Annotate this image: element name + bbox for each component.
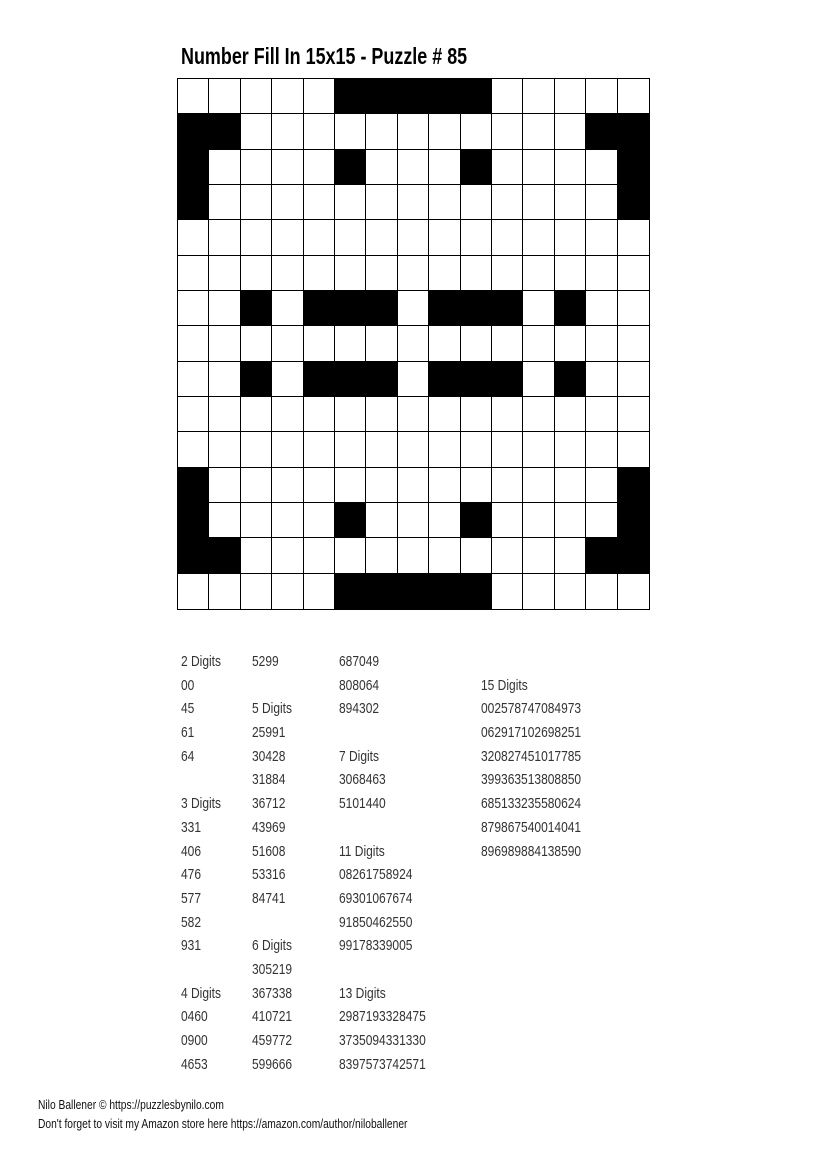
word-list-entry: 3735094331330 (339, 1032, 426, 1049)
grid-cell[interactable] (272, 432, 303, 467)
grid-cell[interactable] (366, 220, 397, 255)
word-list-entry: 4653 (181, 1055, 208, 1073)
word-list-column-2 (252, 650, 302, 1076)
grid-cell[interactable] (492, 150, 523, 185)
grid-cell[interactable] (272, 326, 303, 361)
black-cell (366, 79, 397, 114)
word-list-entry: 331 (181, 818, 202, 836)
black-cell (366, 574, 397, 609)
grid-cell[interactable] (492, 220, 523, 255)
grid-cell[interactable] (335, 326, 366, 361)
footer-amazon-note: Don't forget to visit my Amazon store here https://amazon.com/author/niloballener (38, 1117, 408, 1131)
word-list-entry: 53316 (252, 866, 286, 884)
grid-cell[interactable] (335, 114, 366, 149)
word-list-entry: 476 (181, 866, 202, 884)
grid-cell[interactable] (555, 150, 586, 185)
grid-cell[interactable] (586, 326, 617, 361)
black-cell (461, 150, 492, 185)
word-list-entry: 84741 (252, 889, 286, 907)
black-cell (366, 291, 397, 326)
grid-cell[interactable] (618, 432, 649, 467)
grid-cell[interactable] (304, 432, 335, 467)
grid-cell[interactable] (241, 326, 272, 361)
grid-cell[interactable] (272, 185, 303, 220)
black-cell (492, 362, 523, 397)
word-list-entry (252, 674, 292, 698)
grid-cell[interactable] (335, 220, 366, 255)
black-cell (618, 114, 649, 149)
grid-cell[interactable] (398, 397, 429, 432)
grid-cell[interactable] (366, 185, 397, 220)
word-list-heading: 15 Digits (481, 676, 528, 694)
black-cell (335, 362, 366, 397)
grid-cell[interactable] (461, 185, 492, 220)
grid-cell[interactable] (272, 150, 303, 185)
grid-cell[interactable] (366, 326, 397, 361)
word-list-entry (181, 958, 221, 982)
grid-cell[interactable] (335, 538, 366, 573)
grid-cell[interactable] (366, 538, 397, 573)
grid-cell[interactable] (461, 114, 492, 149)
grid-cell[interactable] (555, 256, 586, 291)
black-cell (586, 538, 617, 573)
word-list-entry: 367338 (252, 984, 293, 1002)
grid-cell[interactable] (618, 397, 649, 432)
grid-cell[interactable] (429, 538, 460, 573)
word-list-entry: 305219 (252, 960, 293, 978)
grid-cell[interactable] (429, 468, 460, 503)
grid-cell[interactable] (523, 468, 554, 503)
grid-cell[interactable] (461, 468, 492, 503)
grid-cell[interactable] (304, 79, 335, 114)
grid-cell[interactable] (523, 114, 554, 149)
grid-cell[interactable] (461, 256, 492, 291)
grid-cell[interactable] (492, 538, 523, 573)
grid-cell[interactable] (555, 574, 586, 609)
puzzle-title: Number Fill In 15x15 - Puzzle # 85 (181, 43, 468, 69)
puzzle-grid (177, 78, 650, 610)
word-list-entry: 8397573742571 (339, 1055, 426, 1073)
grid-cell[interactable] (241, 114, 272, 149)
word-list-column-4 (481, 650, 606, 863)
black-cell (178, 185, 209, 220)
word-list-entry: 25991 (252, 724, 286, 742)
grid-cell[interactable] (523, 432, 554, 467)
word-list-entry (181, 768, 221, 792)
grid-cell[interactable] (523, 538, 554, 573)
grid-cell[interactable] (523, 256, 554, 291)
grid-cell[interactable] (429, 185, 460, 220)
grid-cell[interactable] (241, 503, 272, 538)
word-list-entry: 45 (181, 700, 195, 718)
word-list-entry (339, 816, 426, 840)
black-cell (618, 468, 649, 503)
grid-cell[interactable] (398, 291, 429, 326)
grid-cell[interactable] (335, 256, 366, 291)
word-list-entry: 931 (181, 937, 202, 955)
grid-cell[interactable] (398, 220, 429, 255)
grid-cell[interactable] (586, 397, 617, 432)
word-list-entry: 406 (181, 842, 202, 860)
black-cell (461, 291, 492, 326)
grid-cell[interactable] (272, 79, 303, 114)
grid-cell[interactable] (366, 468, 397, 503)
word-list-entry: 320827451017785 (481, 747, 582, 765)
grid-cell[interactable] (429, 503, 460, 538)
grid-cell[interactable] (209, 185, 240, 220)
grid-cell[interactable] (209, 256, 240, 291)
grid-cell[interactable] (555, 220, 586, 255)
word-list-entry: 30428 (252, 747, 286, 765)
grid-cell[interactable] (366, 150, 397, 185)
grid-cell[interactable] (209, 503, 240, 538)
grid-cell[interactable] (304, 150, 335, 185)
word-list-heading: 7 Digits (339, 747, 380, 765)
grid-cell[interactable] (241, 432, 272, 467)
grid-cell[interactable] (209, 291, 240, 326)
grid-cell[interactable] (429, 256, 460, 291)
grid-cell[interactable] (209, 397, 240, 432)
black-cell (429, 362, 460, 397)
grid-cell[interactable] (492, 185, 523, 220)
black-cell (178, 114, 209, 149)
grid-cell[interactable] (586, 362, 617, 397)
grid-cell[interactable] (178, 79, 209, 114)
grid-cell[interactable] (398, 326, 429, 361)
grid-cell[interactable] (272, 538, 303, 573)
word-list-entry: 896989884138590 (481, 842, 582, 860)
grid-cell[interactable] (398, 468, 429, 503)
black-cell (178, 503, 209, 538)
black-cell (618, 185, 649, 220)
grid-cell[interactable] (586, 185, 617, 220)
grid-cell[interactable] (335, 397, 366, 432)
grid-cell[interactable] (241, 256, 272, 291)
word-list-entry: 577 (181, 889, 202, 907)
word-list-entry (339, 721, 426, 745)
grid-cell[interactable] (241, 397, 272, 432)
grid-cell[interactable] (272, 574, 303, 609)
word-list-entry (339, 958, 426, 982)
grid-cell[interactable] (618, 220, 649, 255)
grid-cell[interactable] (461, 220, 492, 255)
word-list-heading: 3 Digits (181, 795, 222, 813)
word-list-heading: 4 Digits (181, 984, 222, 1002)
grid-cell[interactable] (398, 503, 429, 538)
grid-cell[interactable] (523, 220, 554, 255)
black-cell (241, 291, 272, 326)
grid-cell[interactable] (555, 326, 586, 361)
grid-cell[interactable] (304, 538, 335, 573)
grid-cell[interactable] (429, 432, 460, 467)
word-list-heading: 2 Digits (181, 653, 222, 670)
word-list-entry: 002578747084973 (481, 700, 582, 718)
grid-cell[interactable] (366, 503, 397, 538)
grid-cell[interactable] (304, 468, 335, 503)
word-list-entry (481, 650, 581, 674)
grid-cell[interactable] (209, 432, 240, 467)
grid-cell[interactable] (555, 397, 586, 432)
grid-cell[interactable] (304, 574, 335, 609)
grid-cell[interactable] (366, 397, 397, 432)
grid-cell[interactable] (523, 79, 554, 114)
grid-cell[interactable] (335, 432, 366, 467)
word-list-entry: 43969 (252, 818, 286, 836)
word-list-entry: 0460 (181, 1008, 208, 1026)
black-cell (398, 574, 429, 609)
grid-cell[interactable] (429, 220, 460, 255)
word-list-entry: 08261758924 (339, 866, 413, 884)
grid-cell[interactable] (398, 114, 429, 149)
grid-cell[interactable] (241, 220, 272, 255)
word-list-entry: 69301067674 (339, 889, 413, 907)
grid-cell[interactable] (178, 220, 209, 255)
black-cell (429, 574, 460, 609)
grid-cell[interactable] (398, 150, 429, 185)
grid-cell[interactable] (429, 150, 460, 185)
word-list-entry: 2987193328475 (339, 1008, 426, 1026)
grid-cell[interactable] (555, 79, 586, 114)
word-list-entry: 31884 (252, 771, 286, 789)
grid-cell[interactable] (492, 114, 523, 149)
word-list-entry: 0900 (181, 1032, 208, 1049)
grid-cell[interactable] (209, 150, 240, 185)
black-cell (178, 468, 209, 503)
grid-cell[interactable] (178, 326, 209, 361)
word-list-entry: 99178339005 (339, 937, 413, 955)
black-cell (586, 114, 617, 149)
black-cell (398, 79, 429, 114)
grid-cell[interactable] (618, 291, 649, 326)
grid-cell[interactable] (461, 397, 492, 432)
grid-cell[interactable] (209, 468, 240, 503)
grid-cell[interactable] (492, 397, 523, 432)
grid-cell[interactable] (272, 397, 303, 432)
grid-cell[interactable] (523, 326, 554, 361)
grid-cell[interactable] (586, 432, 617, 467)
grid-cell[interactable] (335, 185, 366, 220)
grid-cell[interactable] (304, 503, 335, 538)
word-list-entry: 61 (181, 724, 195, 742)
black-cell (335, 574, 366, 609)
word-list-entry: 399363513808850 (481, 771, 582, 789)
grid-cell[interactable] (241, 468, 272, 503)
grid-cell[interactable] (429, 397, 460, 432)
black-cell (178, 150, 209, 185)
black-cell (429, 79, 460, 114)
grid-cell[interactable] (178, 432, 209, 467)
grid-cell[interactable] (523, 150, 554, 185)
black-cell (335, 503, 366, 538)
grid-cell[interactable] (398, 256, 429, 291)
black-cell (618, 538, 649, 573)
grid-cell[interactable] (555, 114, 586, 149)
black-cell (429, 291, 460, 326)
grid-cell[interactable] (398, 538, 429, 573)
grid-cell[interactable] (241, 150, 272, 185)
grid-cell[interactable] (209, 574, 240, 609)
word-list-entry: 36712 (252, 795, 286, 813)
grid-cell[interactable] (618, 79, 649, 114)
grid-cell[interactable] (272, 468, 303, 503)
grid-cell[interactable] (586, 220, 617, 255)
black-cell (461, 79, 492, 114)
black-cell (304, 291, 335, 326)
black-cell (461, 503, 492, 538)
grid-cell[interactable] (398, 432, 429, 467)
grid-cell[interactable] (398, 362, 429, 397)
word-list-entry: 685133235580624 (481, 795, 582, 813)
black-cell (461, 574, 492, 609)
grid-cell[interactable] (366, 114, 397, 149)
grid-cell[interactable] (304, 220, 335, 255)
grid-cell[interactable] (555, 503, 586, 538)
grid-cell[interactable] (272, 503, 303, 538)
black-cell (335, 291, 366, 326)
black-cell (304, 362, 335, 397)
word-list-entry: 062917102698251 (481, 724, 582, 742)
black-cell (335, 79, 366, 114)
grid-cell[interactable] (555, 432, 586, 467)
grid-cell[interactable] (523, 362, 554, 397)
grid-cell[interactable] (398, 185, 429, 220)
black-cell (555, 291, 586, 326)
grid-cell[interactable] (523, 397, 554, 432)
word-list-heading: 13 Digits (339, 984, 386, 1002)
grid-cell[interactable] (586, 574, 617, 609)
grid-cell[interactable] (178, 574, 209, 609)
grid-cell[interactable] (178, 256, 209, 291)
word-list-entry: 582 (181, 913, 202, 931)
word-list-entry: 00 (181, 676, 195, 694)
grid-cell[interactable] (586, 256, 617, 291)
word-list-heading: 11 Digits (339, 842, 385, 860)
word-list-entry (252, 911, 292, 935)
grid-cell[interactable] (209, 326, 240, 361)
grid-cell[interactable] (429, 114, 460, 149)
grid-cell[interactable] (209, 220, 240, 255)
grid-cell[interactable] (272, 256, 303, 291)
grid-cell[interactable] (304, 114, 335, 149)
grid-cell[interactable] (335, 468, 366, 503)
black-cell (209, 114, 240, 149)
grid-cell[interactable] (304, 326, 335, 361)
word-list-entry: 894302 (339, 700, 380, 718)
word-list-column-3 (339, 650, 447, 1076)
grid-cell[interactable] (586, 79, 617, 114)
grid-cell[interactable] (492, 503, 523, 538)
black-cell (618, 503, 649, 538)
word-list-entry: 808064 (339, 676, 380, 694)
grid-cell[interactable] (241, 79, 272, 114)
grid-cell[interactable] (586, 291, 617, 326)
grid-cell[interactable] (555, 468, 586, 503)
grid-cell[interactable] (461, 432, 492, 467)
grid-cell[interactable] (492, 79, 523, 114)
grid-cell[interactable] (586, 150, 617, 185)
grid-cell[interactable] (492, 326, 523, 361)
word-list-entry: 3068463 (339, 771, 386, 789)
grid-cell[interactable] (586, 503, 617, 538)
grid-cell[interactable] (555, 538, 586, 573)
grid-cell[interactable] (492, 432, 523, 467)
grid-cell[interactable] (178, 362, 209, 397)
grid-cell[interactable] (523, 574, 554, 609)
grid-cell[interactable] (618, 256, 649, 291)
grid-cell[interactable] (241, 574, 272, 609)
grid-cell[interactable] (366, 256, 397, 291)
grid-cell[interactable] (272, 291, 303, 326)
grid-cell[interactable] (461, 538, 492, 573)
word-list-entry: 459772 (252, 1032, 293, 1049)
grid-cell[interactable] (178, 291, 209, 326)
grid-cell[interactable] (272, 220, 303, 255)
word-list-entry: 64 (181, 747, 195, 765)
grid-cell[interactable] (241, 185, 272, 220)
black-cell (618, 150, 649, 185)
grid-cell[interactable] (178, 397, 209, 432)
word-list-entry: 91850462550 (339, 913, 413, 931)
black-cell (335, 150, 366, 185)
black-cell (241, 362, 272, 397)
grid-cell[interactable] (555, 185, 586, 220)
grid-cell[interactable] (523, 291, 554, 326)
grid-cell[interactable] (209, 79, 240, 114)
black-cell (492, 291, 523, 326)
word-list-entry: 5101440 (339, 795, 386, 813)
word-list-entry: 5299 (252, 653, 279, 670)
grid-cell[interactable] (304, 185, 335, 220)
grid-cell[interactable] (366, 432, 397, 467)
word-list-entry: 879867540014041 (481, 818, 582, 836)
grid-cell[interactable] (618, 326, 649, 361)
grid-cell[interactable] (461, 326, 492, 361)
grid-cell[interactable] (618, 362, 649, 397)
word-list-column-1 (181, 650, 231, 1076)
grid-cell[interactable] (492, 574, 523, 609)
grid-cell[interactable] (523, 185, 554, 220)
footer-copyright: Nilo Ballener © https://puzzlesbynilo.com (38, 1098, 224, 1112)
word-list-entry: 687049 (339, 653, 380, 670)
grid-cell[interactable] (241, 538, 272, 573)
word-list-entry: 410721 (252, 1008, 293, 1026)
grid-cell[interactable] (492, 468, 523, 503)
grid-cell[interactable] (304, 397, 335, 432)
grid-cell[interactable] (618, 574, 649, 609)
grid-cell[interactable] (209, 362, 240, 397)
black-cell (178, 538, 209, 573)
grid-cell[interactable] (586, 468, 617, 503)
black-cell (555, 362, 586, 397)
black-cell (209, 538, 240, 573)
grid-cell[interactable] (304, 256, 335, 291)
black-cell (461, 362, 492, 397)
grid-cell[interactable] (429, 326, 460, 361)
grid-cell[interactable] (272, 362, 303, 397)
word-list-entry: 51608 (252, 842, 286, 860)
word-list-heading: 5 Digits (252, 700, 293, 718)
word-list-entry: 599666 (252, 1055, 293, 1073)
grid-cell[interactable] (272, 114, 303, 149)
word-list-heading: 6 Digits (252, 937, 293, 955)
black-cell (366, 362, 397, 397)
grid-cell[interactable] (492, 256, 523, 291)
grid-cell[interactable] (523, 503, 554, 538)
